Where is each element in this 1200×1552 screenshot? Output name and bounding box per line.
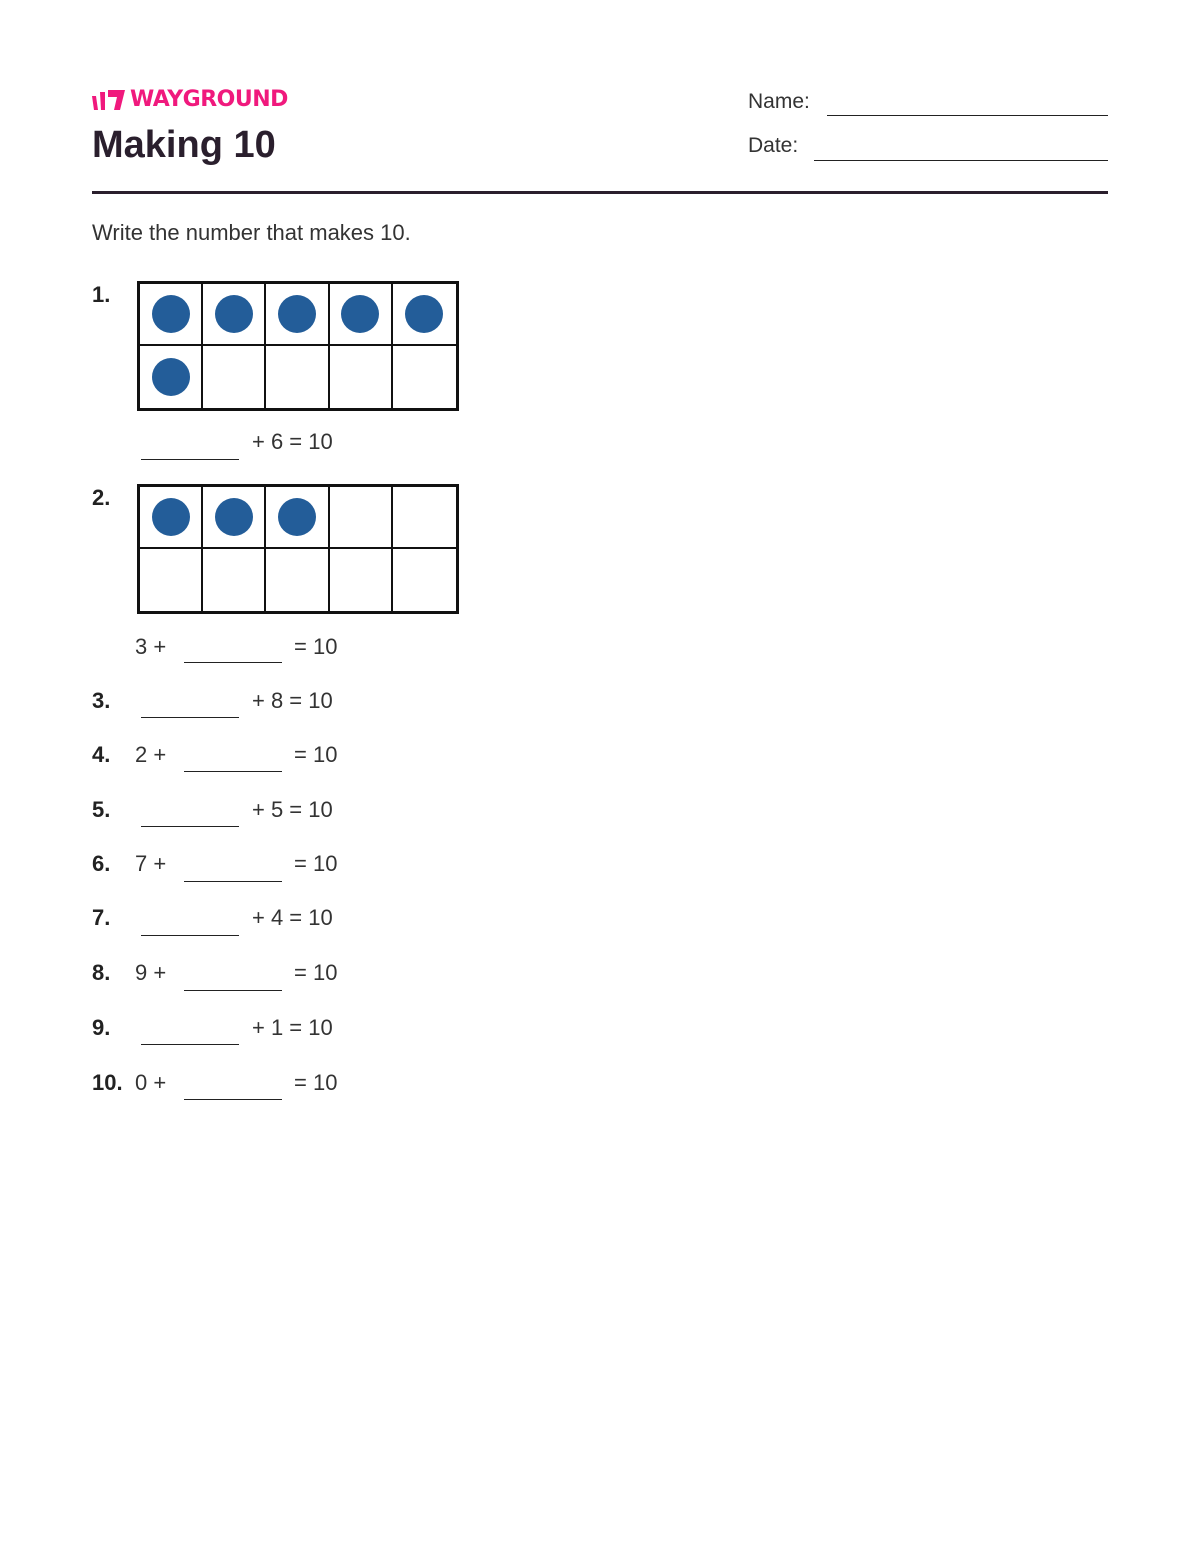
question-number: 4. xyxy=(92,742,111,767)
page-title: Making 10 xyxy=(92,124,276,166)
equation-text: 7 + xyxy=(135,851,167,876)
ten-frame-cell xyxy=(393,284,456,346)
header-divider xyxy=(92,191,1108,194)
ten-frame-cell xyxy=(330,284,393,346)
equation-text: 2 + xyxy=(135,742,167,767)
question-number: 5. xyxy=(92,797,111,822)
question-number: 2. xyxy=(92,485,111,510)
question-number: 8. xyxy=(92,960,111,985)
counter-dot xyxy=(152,358,190,396)
ten-frame-cell xyxy=(393,549,456,611)
answer-blank[interactable] xyxy=(184,990,282,991)
ten-frame-cell xyxy=(266,284,329,346)
logo xyxy=(92,86,288,114)
ten-frame-cell xyxy=(203,549,266,611)
ten-frame-cell xyxy=(140,487,203,549)
answer-blank[interactable] xyxy=(141,717,239,718)
ten-frame-cell xyxy=(330,487,393,549)
equation-text: 9 + xyxy=(135,960,167,985)
answer-blank[interactable] xyxy=(184,771,282,772)
answer-blank[interactable] xyxy=(184,662,282,663)
answer-blank[interactable] xyxy=(141,935,239,936)
ten-frame xyxy=(137,281,459,411)
ten-frame-cell xyxy=(203,284,266,346)
equation-text: = 10 xyxy=(294,1070,338,1095)
equation-text: 0 + xyxy=(135,1070,167,1095)
question-number: 3. xyxy=(92,688,111,713)
answer-blank[interactable] xyxy=(141,826,239,827)
equation-text: 3 + xyxy=(135,634,167,659)
date-field[interactable] xyxy=(814,160,1108,161)
instructions: Write the number that makes 10. xyxy=(92,220,411,245)
answer-blank[interactable] xyxy=(141,1044,239,1045)
name-field[interactable] xyxy=(827,115,1108,116)
counter-dot xyxy=(152,295,190,333)
equation-text: = 10 xyxy=(294,960,338,985)
question-number: 6. xyxy=(92,851,111,876)
question-number: 1. xyxy=(92,282,111,307)
ten-frame-cell xyxy=(330,346,393,408)
logo-text: WAYGROUND xyxy=(130,87,288,112)
equation-text: + 6 = 10 xyxy=(252,429,333,454)
ten-frame-cell xyxy=(393,346,456,408)
equation-text: + 4 = 10 xyxy=(252,905,333,930)
ten-frame-cell xyxy=(140,346,203,408)
equation-text: = 10 xyxy=(294,634,338,659)
counter-dot xyxy=(152,498,190,536)
equation-text: + 1 = 10 xyxy=(252,1015,333,1040)
ten-frame-cell xyxy=(140,284,203,346)
date-label: Date: xyxy=(748,134,799,157)
ten-frame-cell xyxy=(266,549,329,611)
ten-frame-cell xyxy=(203,487,266,549)
question-number: 9. xyxy=(92,1015,111,1040)
counter-dot xyxy=(215,498,253,536)
ten-frame xyxy=(137,484,459,614)
ten-frame-cell xyxy=(330,549,393,611)
wayground-logo-icon xyxy=(92,88,126,112)
counter-dot xyxy=(405,295,443,333)
counter-dot xyxy=(278,295,316,333)
answer-blank[interactable] xyxy=(184,881,282,882)
ten-frame-cell xyxy=(266,346,329,408)
equation-text: = 10 xyxy=(294,742,338,767)
equation-text: + 5 = 10 xyxy=(252,797,333,822)
answer-blank[interactable] xyxy=(184,1099,282,1100)
ten-frame-cell xyxy=(393,487,456,549)
equation-text: + 8 = 10 xyxy=(252,688,333,713)
counter-dot xyxy=(278,498,316,536)
counter-dot xyxy=(341,295,379,333)
counter-dot xyxy=(215,295,253,333)
answer-blank[interactable] xyxy=(141,459,239,460)
question-number: 10. xyxy=(92,1070,123,1095)
ten-frame-cell xyxy=(266,487,329,549)
ten-frame-cell xyxy=(203,346,266,408)
question-number: 7. xyxy=(92,905,111,930)
name-label: Name: xyxy=(748,90,810,113)
equation-text: = 10 xyxy=(294,851,338,876)
ten-frame-cell xyxy=(140,549,203,611)
